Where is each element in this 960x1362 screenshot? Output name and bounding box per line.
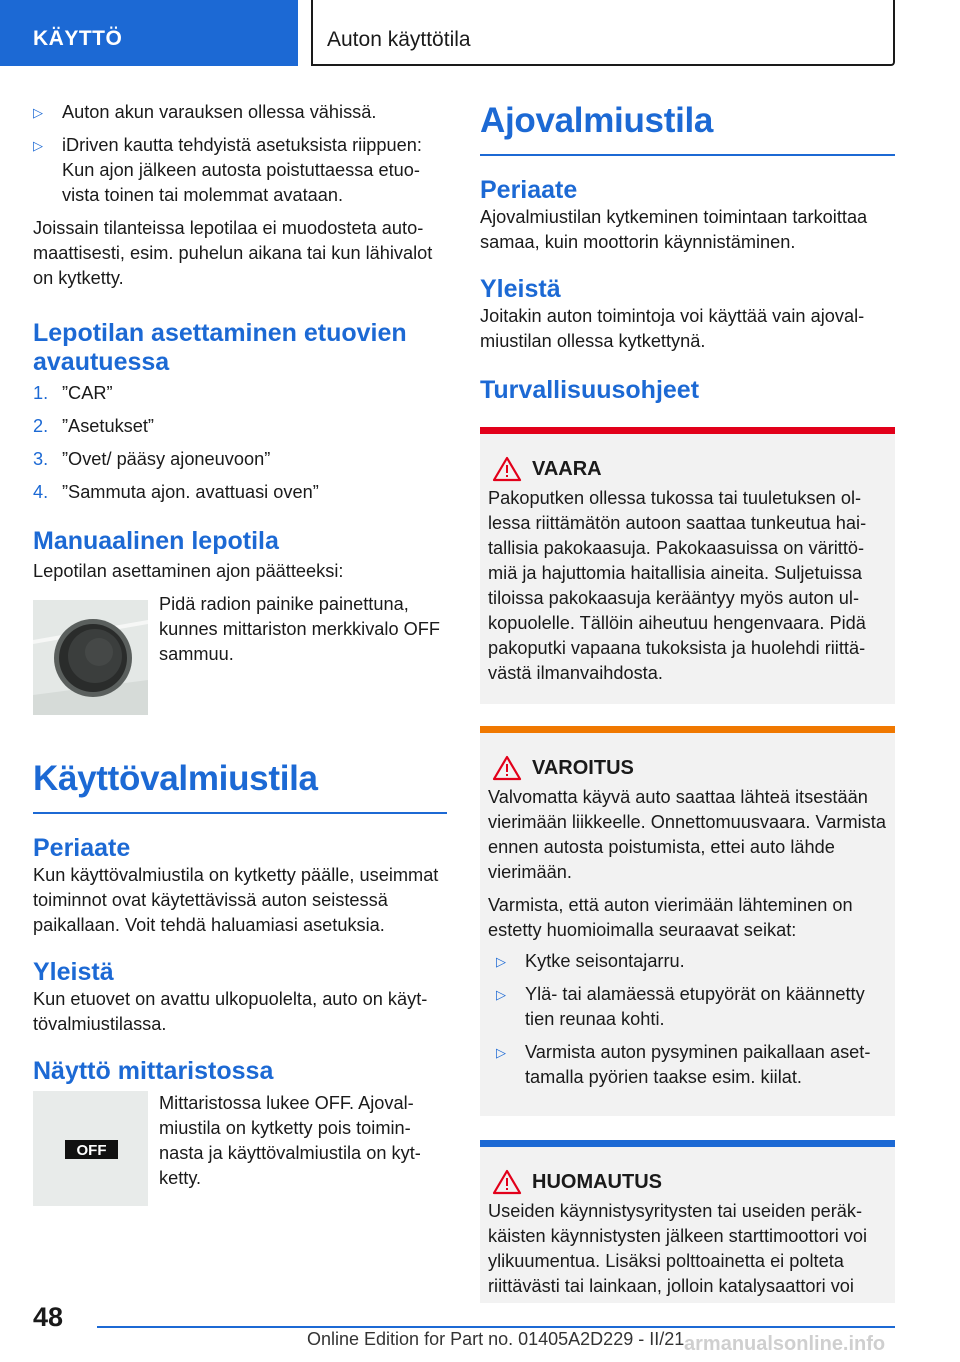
section-label: KÄYTTÖ [33,27,123,50]
steps-list [33,381,447,505]
radio-knob-image [33,600,148,715]
paragraph: Kun etuovet on avattu ulkopuolelta, auto on käyttövalmiustilassa. [33,989,428,1034]
warning-title: VAROITUS [532,756,634,779]
notice-box [480,1140,895,1303]
chapter-heading: Ajovalmiustila [480,100,895,156]
step-item: 3. ”Ovet/ pääsy ajoneuvoon” [33,449,271,469]
danger-title: VAARA [532,457,602,480]
radio-button-figure [33,592,447,720]
paragraph: Pidä radion painike painettuna, kunnes mittariston merkkivalo OFF sammuu. [159,594,440,664]
section-heading: Turvallisuusohjeet [480,376,700,404]
paragraph: Joissain tilanteissa lepotilaa ei muodosteta automaattisesti, esim. puhelun aikana tai kun lähivalot on kytketty. [33,218,433,288]
section-heading: Näyttö mittaristossa [33,1057,274,1085]
section-heading: Periaate [480,176,578,204]
danger-box [480,427,895,704]
warning-triangle-icon [492,456,522,482]
section-heading: Yleistä [480,275,561,303]
paragraph: Varmista, että auton vierimään lähteminen on estetty huomioimalla seuraavat seikat: [488,895,853,940]
left-column [33,100,447,1191]
list-item: ▷ Kytke seisontajarru. [496,949,887,974]
paragraph: Useiden käynnistysyritysten tai useiden peräkkäisten käynnistysten jälkeen starttimoottori voi ylikuumentua. Lisäksi polttoainetta ei polteta riittävästi tai lainkaan, jolloin katalysaattori voi [488,1201,868,1296]
off-display-image [33,1091,148,1206]
condition-list [33,100,447,208]
step-item: 2. ”Asetukset” [33,416,154,436]
chapter-title: Auton käyttötila [327,28,471,51]
precaution-list [496,949,887,1090]
paragraph: Pakoputken ollessa tukossa tai tuuletuksen ollessa riittämätön autoon saattaa tunkeutua haitallisia pakokaasuja. Pakokaasuissa on värittömiä ja hajuttomia haitallisia aineita. Suljetuissa tiloissa pakokaasuja kerääntyy myös auton ulkopuolelle. Tällöin aiheutuu hengenvaara. Pidä pakoputki vapaana tukoksista ja huolehdi riittävästä ilmanvaihdosta. [488,488,867,683]
list-item: ▷ Varmista auton pysyminen paikallaan asettamalla pyörien taakse esim. kiilat. [496,1040,887,1090]
chapter-header [311,0,895,66]
paragraph: Kun käyttövalmiustila on kytketty päälle, useimmat toiminnot ovat käytettävissä auton seistessä paikallaan. Voit tehdä haluamiasi asetuksia. [33,865,439,935]
paragraph: Ajovalmiustilan kytkeminen toimintaan tarkoittaa samaa, kuin moottorin käynnistäminen. [480,207,868,252]
paragraph: Mittaristossa lukee OFF. Ajovalmiustila on kytketty pois toiminnasta ja käyttövalmiustila on kytketty. [159,1093,421,1188]
step-item: 1. ”CAR” [33,383,113,403]
warning-triangle-icon [492,755,522,781]
paragraph: Lepotilan asettaminen ajon päätteeksi: [33,561,344,581]
section-tab [0,0,298,66]
section-heading: Yleistä [33,958,114,986]
warning-box [480,726,895,1116]
section-heading: Manuaalinen lepotila [33,527,279,555]
notice-title: HUOMAUTUS [532,1170,662,1193]
right-column [480,100,895,1303]
section-heading: Lepotilan asettaminen etuovien avautuessa [33,319,407,376]
off-label: OFF [76,1142,107,1159]
list-item: ▷ Auton akun varauksen ollessa vähissä. [33,100,447,125]
list-item: ▷ Ylä- tai alamäessä etupyörät on käännetty tien reunaa kohti. [496,982,887,1032]
section-heading: Periaate [33,834,131,862]
list-item: ▷ iDriven kautta tehdyistä asetuksista riippuen: Kun ajon jälkeen autosta poistuttaessa etuovista toinen tai molemmat avataan. [33,133,447,208]
page-number: 48 [33,1302,64,1332]
edition-note: Online Edition for Part no. 01405A2D229 - II/21 [307,1329,685,1349]
paragraph: Valvomatta käyvä auto saattaa lähteä itsestään vierimään liikkeelle. Onnettomuusvaara. Varmista ennen autosta poistumista, ettei auto lähde vierimään. [488,787,886,882]
watermark: armanualsonline.info [684,1333,886,1355]
paragraph: Joitakin auton toimintoja voi käyttää vain ajovalmiustilan ollessa kytkettynä. [480,306,865,351]
cluster-display-figure [33,1091,447,1191]
step-item: 4. ”Sammuta ajon. avattuasi oven” [33,482,319,502]
warning-triangle-icon [492,1169,522,1195]
chapter-heading: Käyttövalmiustila [33,758,447,814]
footer-divider [97,1326,895,1328]
